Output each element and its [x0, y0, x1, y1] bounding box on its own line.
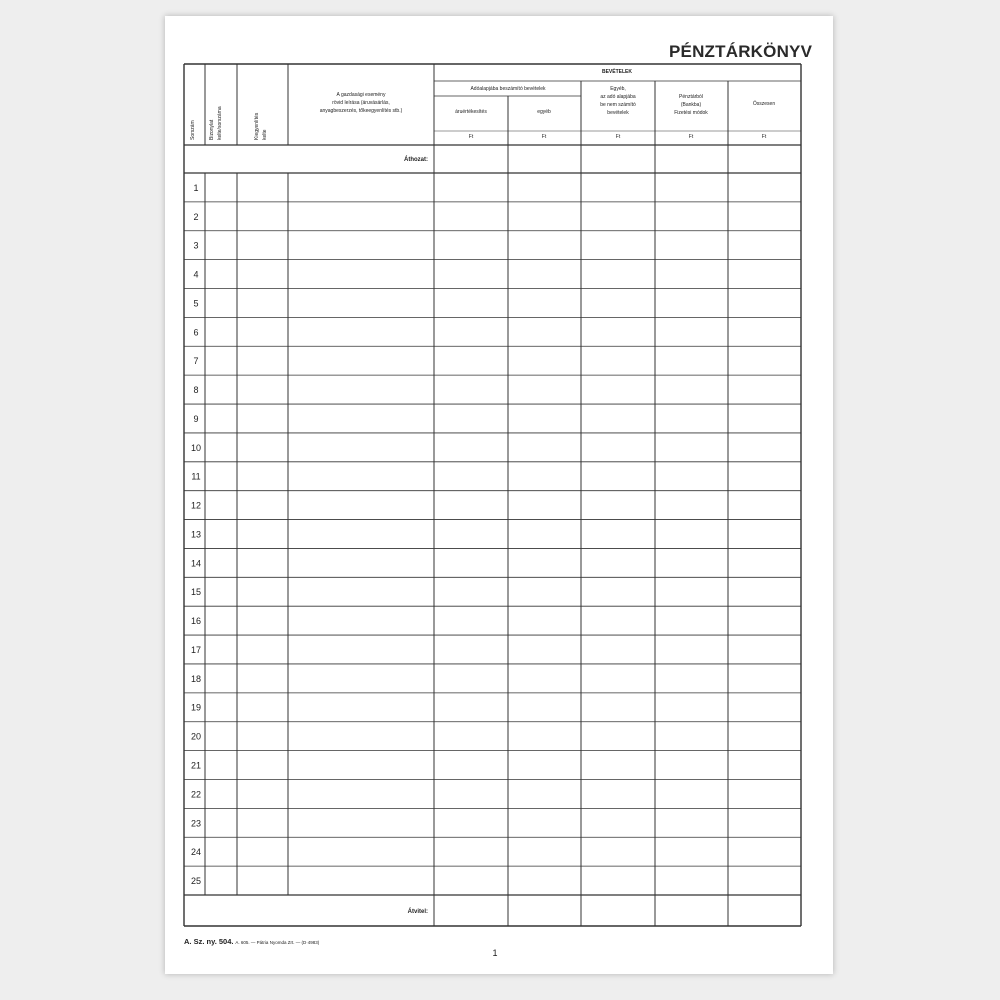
row-number: 8 [193, 385, 199, 396]
row-number: 1 [193, 182, 199, 193]
row-number: 18 [190, 673, 202, 684]
header-col4-2: (Bankba) [680, 102, 702, 108]
header-sorszam: Sorszám [190, 120, 196, 140]
row-number: 7 [193, 356, 199, 367]
row-number: 14 [190, 558, 202, 569]
form-code-small: A. 605. — Pátria Nyomda Zrt. — (D·4983) [235, 940, 320, 945]
unit-col4: Ft [688, 134, 694, 140]
unit-col3: Ft [615, 134, 621, 140]
header-kiegyenlites-line1: Kiegyenlítés [254, 112, 260, 140]
unit-col2: Ft [541, 134, 547, 140]
header-bevetelek: BEVÉTELEK [601, 69, 633, 75]
row-number: 17 [190, 644, 202, 655]
header-kiegyenlites-line2: kelte [262, 129, 268, 140]
row-number: 10 [190, 442, 202, 453]
header-sub1: áruértékesítés [455, 109, 487, 115]
header-col3-3: be nem számító [600, 102, 636, 108]
row-number: 19 [190, 702, 202, 713]
carry-over-label: Áthozat: [404, 157, 428, 163]
unit-col1: Ft [468, 134, 474, 140]
header-col3-2: az adó alapjába [600, 94, 636, 100]
row-number: 2 [193, 211, 199, 222]
header-bizonylat-line2: kelte/sorszáma [217, 106, 223, 140]
form-title: PÉNZTÁRKÖNYV [669, 42, 813, 61]
row-number: 24 [190, 847, 202, 858]
row-number: 21 [190, 760, 202, 771]
row-number: 16 [190, 616, 202, 627]
row-number: 11 [191, 471, 201, 482]
header-sub2: egyéb [537, 109, 551, 115]
row-number: 6 [193, 327, 199, 338]
row-number: 22 [190, 789, 202, 800]
header-col4-1: Pénztárból [679, 94, 703, 100]
total-label: Átvitel: [407, 909, 428, 915]
header-leiras-3: anyagbeszerzés, tőkeegyenlítés stb.) [319, 108, 403, 114]
header-col3-4: bevételek [607, 110, 629, 116]
header-col4-3: Fizetési módok [674, 110, 708, 116]
row-number: 23 [190, 818, 202, 829]
row-number: 12 [190, 500, 202, 511]
form-code [184, 936, 319, 948]
header-group1: Adóalapjába beszámító bevételek [470, 86, 546, 92]
row-number: 20 [190, 731, 202, 742]
header-col3-1: Egyéb, [610, 86, 626, 92]
header-leiras-1: A gazdasági esemény [336, 92, 386, 98]
form-code-main: A. Sz. ny. 504. [184, 937, 234, 946]
row-number: 3 [193, 240, 199, 251]
row-number: 9 [193, 413, 199, 424]
row-number: 4 [193, 269, 199, 280]
header-col5: Összesen [752, 101, 776, 107]
header-bizonylat-line1: Bizonylat [209, 119, 215, 140]
header-leiras-2: rövid leírása (áruvásárlás, [332, 100, 390, 106]
row-number: 13 [190, 529, 202, 540]
row-number: 5 [193, 298, 199, 309]
unit-col5: Ft [761, 134, 767, 140]
form-page [165, 16, 833, 974]
row-number: 15 [190, 587, 202, 598]
page-number: 1 [492, 948, 498, 958]
row-number: 25 [190, 876, 202, 887]
